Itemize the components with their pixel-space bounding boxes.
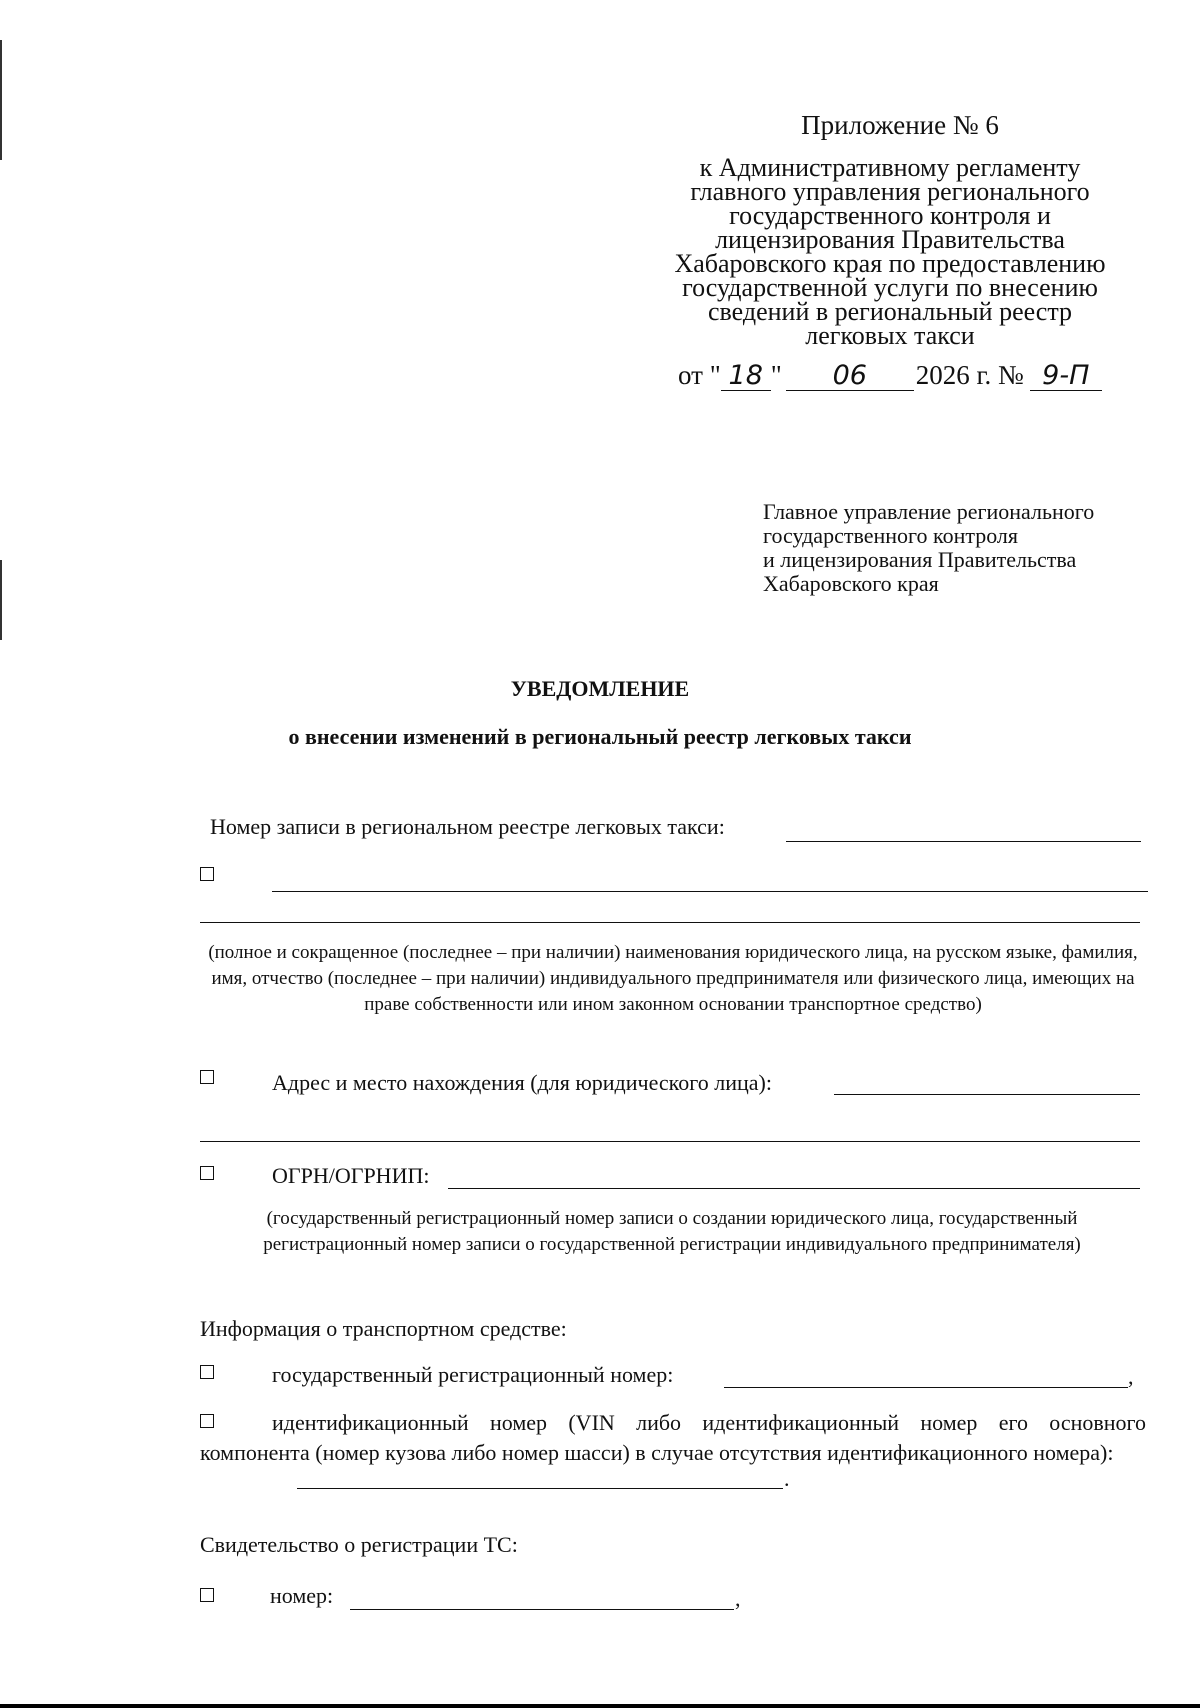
addressee-block xyxy=(763,500,1094,596)
appendix-line: государственной услуги по внесению xyxy=(682,273,1098,302)
ogrn-note: (государственный регистрационный номер записи о создании юридического лица, государственный регистрационный номер записи о государственной регистрации индивидуального предпринимателя) xyxy=(263,1208,1081,1255)
state-reg-number-checkbox[interactable] xyxy=(200,1365,214,1379)
scan-bottom-edge xyxy=(0,1704,1200,1708)
addressee-line: государственного контроля xyxy=(763,523,1019,548)
appendix-line: лицензирования Правительства xyxy=(715,225,1065,254)
appendix-line: главного управления регионального xyxy=(690,177,1090,206)
vin-blank[interactable] xyxy=(297,1488,783,1489)
owner-name-note: (полное и сокращенное (последнее – при наличии) наименования юридического лица, на русском языке, фамилия, имя, отчество (последнее – при наличии) индивидуального предпринимателя или физического лица, имеющих на праве собственности или ином законном основании транспортное средство) xyxy=(208,942,1138,1015)
vin-suffix: . xyxy=(784,1466,790,1491)
decree-day-handwritten: 18 xyxy=(721,362,771,391)
certificate-label: Свидетельство о регистрации ТС: xyxy=(200,1532,518,1557)
registry-number-label: Номер записи в региональном реестре легковых такси: xyxy=(210,814,725,839)
ogrn-checkbox[interactable] xyxy=(200,1166,214,1180)
decree-prefix: от " xyxy=(678,360,721,390)
addressee-line: Хабаровского края xyxy=(763,571,939,596)
address-blank-2[interactable] xyxy=(200,1141,1140,1142)
certificate-number-blank[interactable] xyxy=(350,1609,734,1610)
decree-month-handwritten: 06 xyxy=(786,362,914,391)
owner-name-blank[interactable] xyxy=(272,891,1148,892)
scan-edge-mark xyxy=(0,560,2,640)
owner-name-blank-2[interactable] xyxy=(200,922,1140,923)
ogrn-blank[interactable] xyxy=(448,1188,1140,1189)
decree-year: 2026 г. № xyxy=(915,360,1024,390)
appendix-line: к Административному регламенту xyxy=(699,153,1081,182)
certificate-number-label: номер: xyxy=(270,1583,334,1608)
appendix-line: легковых такси xyxy=(805,321,975,350)
vehicle-info-label: Информация о транспортном средстве: xyxy=(200,1316,567,1341)
owner-name-checkbox[interactable] xyxy=(200,867,214,881)
state-reg-number-suffix: , xyxy=(1128,1364,1134,1389)
appendix-line: Хабаровского края по предоставлению xyxy=(674,249,1106,278)
appendix-line: сведений в региональный реестр xyxy=(707,297,1073,326)
certificate-number-checkbox[interactable] xyxy=(200,1588,214,1602)
registry-number-blank[interactable] xyxy=(786,841,1141,842)
certificate-number-suffix: , xyxy=(735,1586,741,1611)
address-checkbox[interactable] xyxy=(200,1070,214,1084)
state-reg-number-blank[interactable] xyxy=(724,1387,1128,1388)
addressee-line: Главное управление регионального xyxy=(763,499,1095,524)
notification-subtitle: о внесении изменений в региональный реестр легковых такси xyxy=(288,724,912,749)
ogrn-label: ОГРН/ОГРНИП: xyxy=(272,1163,430,1188)
notification-title: УВЕДОМЛЕНИЕ xyxy=(510,676,690,701)
decree-line xyxy=(678,360,1102,391)
decree-quote: " xyxy=(770,360,782,390)
addressee-line: и лицензирования Правительства xyxy=(763,547,1077,572)
decree-number-handwritten: 9-П xyxy=(1030,362,1102,391)
state-reg-number-label: государственный регистрационный номер: xyxy=(272,1362,674,1387)
appendix-description xyxy=(640,153,1140,350)
address-label: Адрес и место нахождения (для юридического лица): xyxy=(272,1070,772,1095)
appendix-title: Приложение № 6 xyxy=(801,110,999,140)
appendix-line: государственного контроля и xyxy=(729,201,1051,230)
vin-text: идентификационный номер (VIN либо идентификационный номер его основного компонента (номер кузова либо номер шасси) в случае отсутствия идентификационного номера): xyxy=(200,1410,1146,1465)
scan-edge-mark xyxy=(0,40,2,160)
address-blank[interactable] xyxy=(834,1094,1140,1095)
